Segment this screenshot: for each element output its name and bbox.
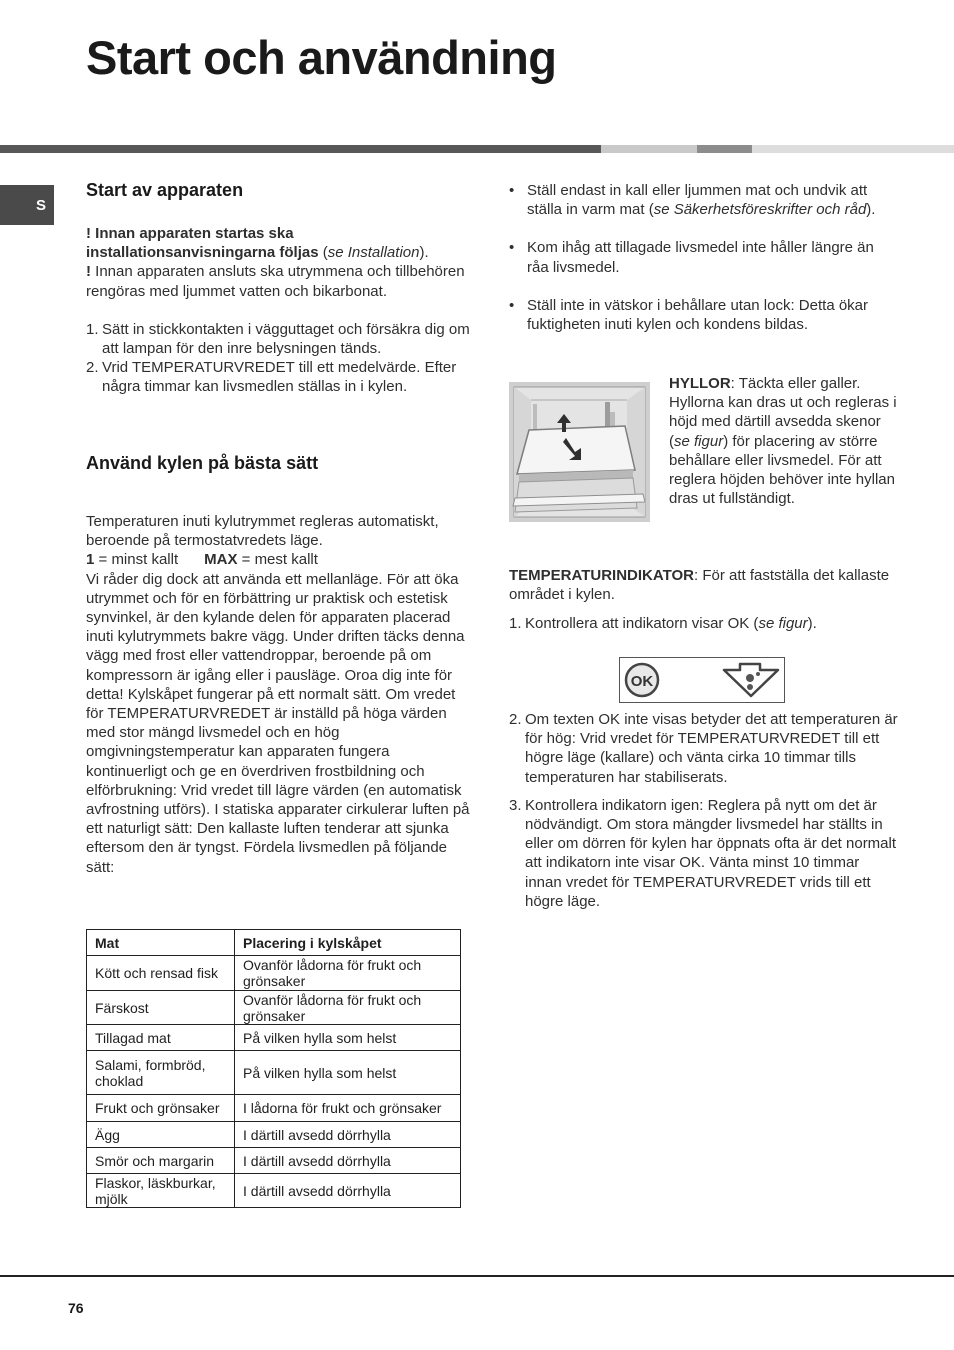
step-number: 2. [509,711,522,728]
warning-paren-close: ). [419,244,429,262]
table-row [87,1122,461,1148]
page-number: 76 [68,1300,84,1316]
indicator-steps-a [509,614,899,633]
tip-text: Ställ inte in vätskor i behållare utan lock: Detta ökar fuktigheten inuti kylen och kondens bildas. [527,296,869,334]
list-item [509,796,899,911]
step-text: Sätt in stickkontakten i vägguttaget och försäkra dig om att lampan för den inre belysningen tänds. [102,320,470,358]
table-cell-food: Flaskor, läskburkar, mjölk [87,1174,235,1208]
table-cell-food: Salami, formbröd, choklad [87,1051,235,1095]
indicator-intro [509,566,899,604]
table-row [87,1174,461,1208]
scale-min-text: = minst kallt [94,551,179,569]
shelves-text [669,374,899,508]
shelves-text-2: ) för placering av större behållare eller livsmedel. För att reglera höjden behöver inte hyllan dras ut fullständigt. [669,432,895,508]
step-number: 2. [86,359,99,377]
list-item [509,614,899,633]
ok-indicator-illustration [619,657,785,703]
tip-tail: ). [866,201,876,219]
list-item [509,710,899,787]
table-cell-placement: Ovanför lådorna för frukt och grönsaker [235,956,461,991]
table-cell-food: Tillagad mat [87,1025,235,1051]
start-steps [86,320,470,397]
installation-ref: se Installation [327,244,420,262]
table-cell-placement: I därtill avsedd dörrhylla [235,1174,461,1208]
scale-min-key: 1 [86,551,95,569]
bullet: • [509,182,515,199]
table-cell-placement: På vilken hylla som helst [235,1025,461,1051]
shelves-ref: se figur [674,432,724,450]
tip-text: Ställ endast in kall eller ljummen mat och undvik att ställa in varm mat ( [527,182,868,219]
step-text: Om texten OK inte visas betyder det att temperaturen är för hög: Vrid vredet för TEMPERATURVREDET till ett högre läge (kallare) och vänta cirka 10 timmar tills temperaturen har stabiliserats. [525,711,898,786]
warning-paren-open: ( [318,244,328,262]
tip-ref: se Säkerhetsföreskrifter och råd [653,201,867,219]
step-text: Kontrollera att indikatorn visar OK ( [525,615,759,632]
table-cell-placement: På vilken hylla som helst [235,1051,461,1095]
ok-label: OK [630,673,654,690]
list-item [509,296,899,334]
warning-cleaning-text: Innan apparaten ansluts ska utrymmena och tillbehören rengöras med ljummet vatten och bikarbonat. [86,263,465,300]
shelf-illustration [509,382,650,522]
list-item [86,358,470,396]
footer-rule [0,1275,954,1277]
step-number: 3. [509,796,522,814]
list-item [509,238,899,276]
indicator-steps-rest [509,710,899,911]
table-cell-food: Frukt och grönsaker [87,1095,235,1122]
list-item [86,320,470,358]
best-use-section [86,512,470,877]
tips-list [509,181,899,334]
table-cell-placement: I lådorna för frukt och grönsaker [235,1095,461,1122]
table-cell-food: Ägg [87,1122,235,1148]
table-row [87,1025,461,1051]
best-use-p2: Vi råder dig dock att använda ett mellanläge. För att öka utrymmet och för en förbättring ur praktisk och estetisk synvinkel, är den kylande delen för apparaten placerad inuti kylutrymmets bakre vägg. Under driften täcks denna vägg med frost eller vattendroppar, beroende på om kompressorn är igång eller i pausläge. Oroa dig inte för detta! Kylskåpet fungerar på ett normalt sätt. Om vredet för TEMPERATURVREDET är inställd på höga värden med stor mängd livsmedel och en hög omgivningstemperatur kan apparaten fungera kontinuerligt och ge en överdriven frostbildning och elförbrukning: Vrid vredet till lägre värden (en automatisk avfrostning utförs). I statiska apparater cirkulerar luften på ett naturligt sätt: Den kallaste luften tenderar att sjunka eftersom den är tyngst. Fördela livsmedlen på följande sätt: [86,570,470,876]
language-tab: S [0,185,54,225]
tip-text: Kom ihåg att tillagade livsmedel inte håller längre än råa livsmedel. [527,239,874,276]
table-header-food: Mat [87,930,235,956]
warning-installation-bold: ! Innan apparaten startas ska installationsanvisningarna följas [86,225,319,262]
indicator-steps-b [509,710,899,911]
warning-cleaning [86,262,470,300]
header-rule-pale [752,145,954,153]
step-ref: se figur [758,615,808,632]
header-rule-mid [697,145,752,153]
indicator-text: : För att fastställa det kallaste området i kylen. [509,567,890,604]
shelves-text-1: : Täckta eller galler. Hyllorna kan dras ut och regleras i höjd med därtill avsedda skenor ( [669,375,897,450]
best-use-p1: Temperaturen inuti kylutrymmet regleras automatiskt, beroende på termostatvredets läge. [86,513,439,550]
table-row [87,1148,461,1174]
start-heading: Start av apparaten [86,180,244,200]
warning-mark: ! [86,263,91,281]
table-cell-placement: I därtill avsedd dörrhylla [235,1148,461,1174]
step-tail: ). [807,615,817,632]
bullet: • [509,239,515,257]
table-cell-placement: I därtill avsedd dörrhylla [235,1122,461,1148]
table-row [87,1051,461,1095]
step-text: Kontrollera indikatorn igen: Reglera på nytt om det är nödvändigt. Om stora mängder livsmedel har ställts in eller om dörren för kylen har öppnats ofta är det normalt att indikatorn inte visar OK. Vänta minst 10 timmar innan vredet för TEMPERATURVREDET vrids till ett högre läge. [525,796,897,910]
table-cell-food: Färskost [87,991,235,1025]
list-item [509,181,899,219]
warning-installation [86,224,470,262]
step-number: 1. [509,615,522,632]
indicator-label: TEMPERATURINDIKATOR [509,567,694,584]
table-row [87,1095,461,1122]
table-row [87,956,461,991]
table-row [87,991,461,1025]
table-cell-placement: Ovanför lådorna för frukt och grönsaker [235,991,461,1025]
page-title: Start och användning [86,31,557,84]
header-rule-light [601,145,697,153]
header-rule-dark [0,145,601,153]
scale-max-text: = mest kallt [237,551,318,569]
bullet: • [509,296,515,314]
scale-max-key: MAX [204,551,238,569]
table-cell-food: Kött och rensad fisk [87,956,235,991]
table-header-placement: Placering i kylskåpet [235,930,461,956]
best-use-heading: Använd kylen på bästa sätt [86,453,319,473]
table-header-row [87,930,461,956]
step-number: 1. [86,320,99,338]
shelves-label: HYLLOR [669,375,731,392]
table-cell-food: Smör och margarin [87,1148,235,1174]
indicator-step-1 [509,614,899,633]
start-section [86,224,470,397]
step-text: Vrid TEMPERATURVREDET till ett medelvärde. Efter några timmar kan livsmedlen ställas in i kylen. [102,359,457,396]
food-placement-table [86,929,461,1208]
scale-line [86,550,470,569]
